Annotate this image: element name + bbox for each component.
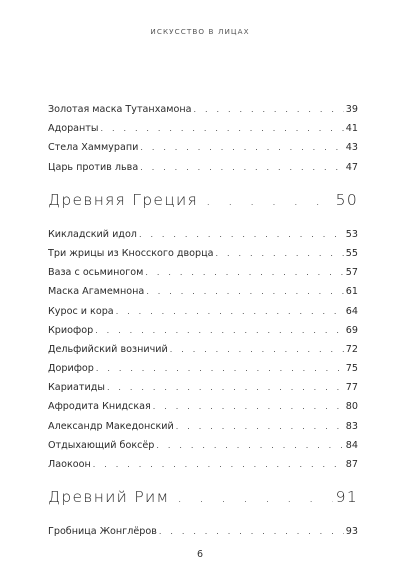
toc-entry[interactable] (48, 158, 358, 177)
toc-entry[interactable] (48, 436, 358, 455)
dot-leader (95, 321, 344, 340)
entry-page-number: 57 (345, 267, 358, 279)
entry-page-number: 39 (345, 104, 358, 115)
entry-page-number: 75 (345, 363, 358, 375)
toc-entry[interactable] (48, 397, 358, 416)
toc-entry[interactable] (48, 455, 358, 474)
entry-title: Дельфийский возничий (48, 343, 168, 355)
chapter-title: Древняя Греция (48, 190, 199, 209)
entry-page-number: 93 (345, 526, 358, 538)
dot-leader (170, 340, 344, 359)
chapter-page-number: 50 (335, 190, 358, 209)
entry-title: Криофор (48, 324, 94, 336)
dot-leader (206, 193, 333, 209)
toc-entry[interactable] (48, 359, 358, 378)
entry-page-number: 83 (345, 420, 358, 432)
entry-title: Отдыхающий боксёр (48, 439, 155, 451)
entry-title: Царь против льва (48, 161, 139, 173)
entry-title: Гробница Жонглёров (48, 526, 157, 538)
entry-page-number: 55 (345, 247, 358, 259)
toc-entry[interactable] (48, 100, 358, 119)
dot-leader (176, 417, 344, 436)
entry-title: Адоранты (48, 123, 99, 135)
dot-leader (145, 263, 343, 282)
entry-title: Ваза с осьминогом (48, 267, 144, 279)
toc-entry[interactable] (48, 282, 358, 301)
entry-title: Стела Хаммурапи (48, 142, 139, 154)
dot-leader (216, 244, 344, 263)
entry-page-number: 80 (345, 401, 358, 413)
entry-page-number: 77 (345, 382, 358, 394)
toc-entry[interactable] (48, 119, 358, 138)
entry-title: Кариатиды (48, 382, 105, 394)
entry-title: Афродита Книдская (48, 401, 151, 413)
entry-title: Лаокоон (48, 459, 91, 470)
entry-title: Дорифор (48, 363, 94, 375)
entry-page-number: 41 (345, 123, 358, 135)
entry-page-number: 69 (345, 324, 358, 336)
entry-title: Маска Агамемнона (48, 286, 145, 298)
toc-entry[interactable] (48, 225, 358, 244)
toc-entry[interactable] (48, 522, 358, 541)
dot-leader (194, 100, 344, 119)
dot-leader (156, 436, 343, 455)
toc-entry[interactable] (48, 340, 358, 359)
dot-leader (100, 119, 343, 138)
entry-title: Курос и кора (48, 305, 114, 317)
dot-leader (139, 225, 344, 244)
entry-page-number: 64 (345, 305, 358, 317)
dot-leader (159, 522, 344, 541)
chapter-page-number: 91 (335, 488, 358, 507)
entry-page-number: 43 (345, 142, 358, 154)
entry-title: Кикладский идол (48, 228, 137, 240)
dot-leader (93, 455, 344, 474)
dot-leader (96, 359, 344, 378)
entry-page-number: 47 (345, 161, 358, 173)
entry-page-number: 72 (345, 343, 358, 355)
entry-page-number: 87 (345, 459, 358, 470)
toc-entry[interactable] (48, 263, 358, 282)
entry-title: Три жрицы из Кносского дворца (48, 247, 214, 259)
toc-entry[interactable] (48, 417, 358, 436)
table-of-contents (48, 100, 358, 541)
chapter-title: Древний Рим (48, 488, 170, 507)
page-number: 6 (196, 549, 204, 560)
dot-leader (116, 302, 344, 321)
entry-title: Александр Македонский (48, 420, 174, 432)
dot-leader (107, 378, 344, 397)
toc-entry[interactable] (48, 378, 358, 397)
chapter-heading-rome[interactable] (48, 488, 358, 510)
chapter-heading-greece[interactable] (48, 191, 358, 213)
dot-leader (146, 282, 343, 301)
entry-page-number: 53 (345, 228, 358, 240)
entry-page-number: 84 (345, 439, 358, 451)
toc-entry[interactable] (48, 138, 358, 157)
dot-leader (178, 490, 333, 506)
running-head: ИСКУССТВО В ЛИЦАХ (150, 27, 250, 36)
entry-page-number: 61 (345, 286, 358, 298)
entry-title: Золотая маска Тутанхамона (48, 104, 192, 115)
toc-entry[interactable] (48, 302, 358, 321)
toc-entry[interactable] (48, 244, 358, 263)
dot-leader (153, 397, 344, 416)
toc-entry[interactable] (48, 321, 358, 340)
dot-leader (140, 158, 344, 177)
dot-leader (140, 138, 343, 157)
